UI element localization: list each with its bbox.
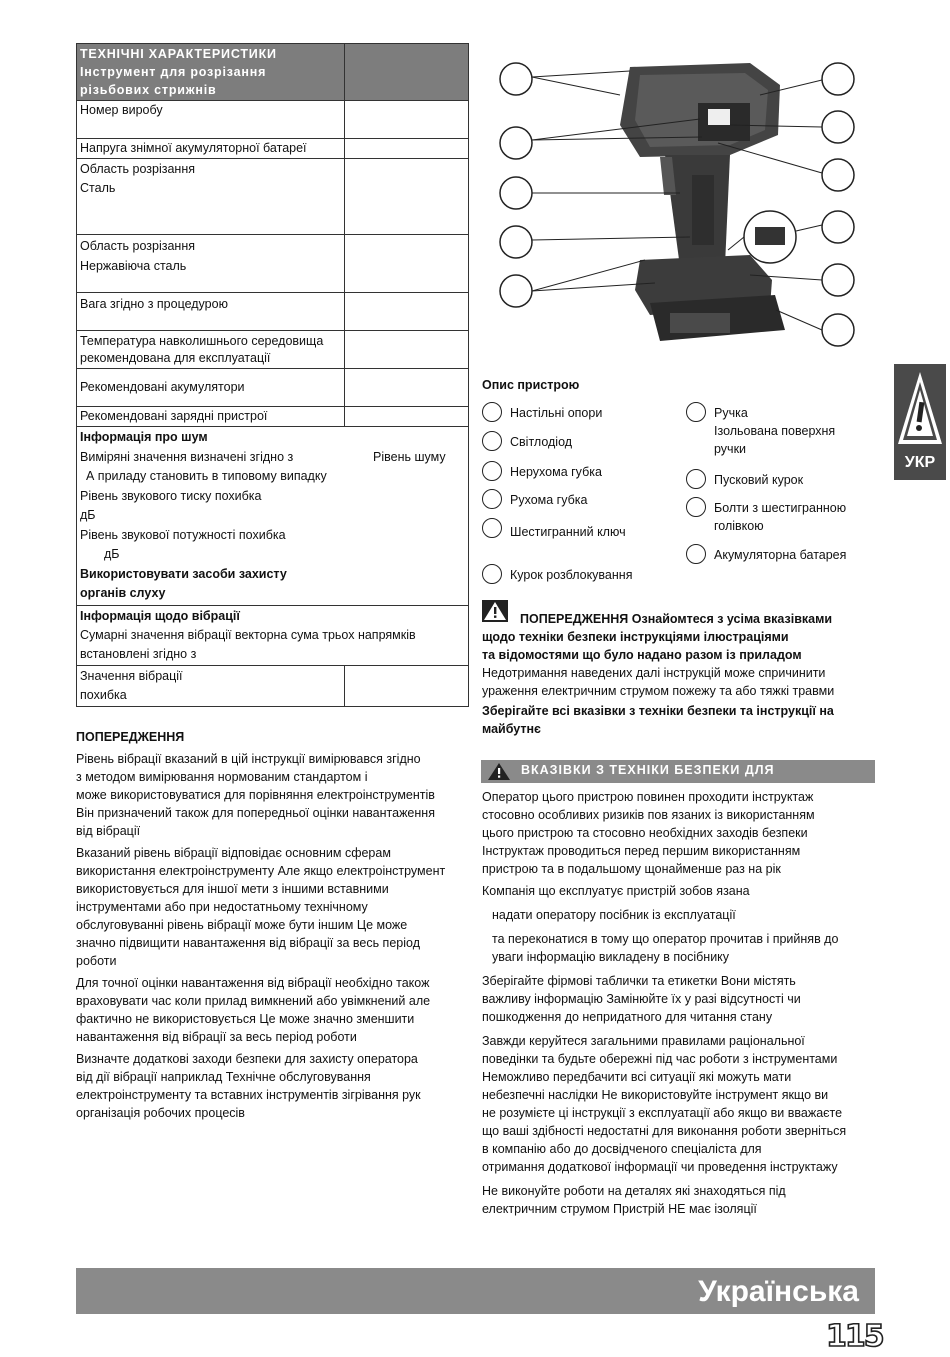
callout-marker	[822, 63, 854, 95]
callout-marker	[822, 314, 854, 346]
spec-label: Вага згідно з процедурою	[80, 297, 228, 311]
legend-label	[714, 402, 835, 458]
text-line: уваги інформацію викладену в посібнику	[492, 950, 730, 964]
callout-marker	[822, 264, 854, 296]
text-line: та відомостями що було надано разом із приладом	[482, 648, 802, 662]
left-warning-title: ПОПЕРЕДЖЕННЯ	[76, 730, 185, 744]
text-line: не розумієте ці інструкції з експлуатації або якщо ви вважаєте	[482, 1106, 843, 1120]
legend-item	[686, 469, 803, 489]
paragraph	[76, 844, 469, 970]
number-circle	[482, 461, 502, 481]
noise-text: органів слуху	[80, 586, 166, 600]
text-line: щодо техніки безпеки інструкціями ілюстраціями	[482, 630, 789, 644]
number-circle	[482, 431, 502, 451]
paragraph	[482, 788, 882, 878]
legend-line: голівкою	[714, 519, 764, 533]
legend-item	[482, 461, 602, 481]
callout-marker	[500, 127, 532, 159]
text-line: Завжди керуйтеся загальними правилами раціональної	[482, 1034, 805, 1048]
page-number: 115	[826, 1319, 883, 1354]
text-line: ураження електричним струмом пожежу та або тяжкі травми	[482, 684, 835, 698]
paragraph	[482, 972, 882, 1026]
vibration-title: Інформація щодо вібрації	[80, 608, 240, 623]
paragraph	[482, 1182, 882, 1218]
text-line: в компанію або до досвідченого спеціаліста для	[482, 1142, 762, 1156]
text-line: інструментами або при недостатньому технічному	[76, 900, 368, 914]
text-line: пристрою та в подальшому щонайменше раз на рік	[482, 862, 781, 876]
text-line: роботи	[76, 954, 117, 968]
noise-text: дБ	[104, 547, 120, 561]
text-line: Зберігайте всі вказівки з техніки безпеки та інструкції на	[482, 704, 834, 718]
legend-item	[482, 518, 626, 541]
paragraph	[76, 1050, 469, 1122]
text-line: Інструктаж проводиться перед першим використанням	[482, 844, 801, 858]
footer-language: Українська	[698, 1275, 859, 1308]
text-line: Рівень вібрації вказаний в цій інструкції вимірювався згідно	[76, 752, 421, 766]
text-line: навантаження від вібрації за весь період роботи	[76, 1030, 357, 1044]
spec-label: Рекомендовані зарядні пристрої	[80, 409, 268, 423]
warning-triangle-icon	[896, 368, 944, 448]
spec-header-value	[345, 44, 469, 101]
paragraph	[482, 906, 882, 924]
warning-triangle-icon	[487, 762, 511, 781]
safety-heading-bar	[481, 760, 875, 783]
noise-text: Рівень звукового тиску похибка	[80, 488, 262, 503]
footer-bar	[76, 1268, 875, 1314]
text-line: надати оператору посібник із експлуатації	[492, 908, 736, 922]
spec-label: Температура навколишнього середовища	[80, 334, 324, 348]
text-line: враховувати час коли прилад вимкнений або увімкнений але	[76, 994, 431, 1008]
text-line: важливу інформацію Замінюйте їх у разі відсутності чи	[482, 992, 801, 1006]
callout-marker	[500, 177, 532, 209]
text-line: стосовно особливих ризиків пов язаних із використанням	[482, 808, 815, 822]
device-illustration	[480, 45, 880, 375]
number-circle	[686, 402, 706, 422]
callout-marker	[822, 159, 854, 191]
text-line: Для точної оцінки навантаження від вібрації необхідно також	[76, 976, 430, 990]
legend-label: Світлодіод	[510, 435, 573, 449]
callout-marker	[500, 275, 532, 307]
noise-line	[80, 448, 465, 468]
callout-marker	[822, 111, 854, 143]
legend-label: Курок розблокування	[510, 568, 633, 582]
spec-label: рекомендована для експлуатації	[80, 351, 271, 365]
vibration-text: Значення вібрації	[80, 668, 183, 683]
paragraph	[76, 750, 469, 840]
spec-label: Область розрізання	[80, 239, 196, 253]
text-line: від дії вібрації наприклад Технічне обслуговування	[76, 1070, 371, 1084]
legend-item	[482, 564, 632, 584]
text-line: електричним струмом Пристрій НЕ має ізоляції	[482, 1202, 757, 1216]
language-code: УКР	[904, 454, 936, 471]
text-line: значно підвищити навантаження від вібрації за весь період	[76, 936, 420, 950]
text-line: Вказаний рівень вібрації відповідає основним сферам	[76, 846, 391, 860]
spec-row	[77, 331, 345, 369]
text-line: поведінки та будьте обережні під час роботи з інструментами	[482, 1052, 838, 1066]
spec-row	[77, 101, 345, 139]
text-line: від вібрації	[76, 824, 141, 838]
paragraph	[76, 974, 469, 1046]
safety-text	[482, 788, 882, 1222]
text-line: використання електроінструменту Але якщо електроінструмент	[76, 864, 446, 878]
spec-row	[77, 159, 345, 235]
callout-marker	[822, 211, 854, 243]
spec-header-line: ТЕХНІЧНІ ХАРАКТЕРИСТИКИ	[80, 47, 277, 61]
text-line: з методом вимірювання нормованим стандартом і	[76, 770, 368, 784]
vibration-cell	[77, 605, 469, 706]
legend-item	[482, 402, 602, 422]
number-circle	[482, 489, 502, 509]
spec-header-line: різьбових стрижнів	[80, 83, 217, 97]
noise-text: Рівень звукової потужності похибка	[80, 527, 286, 542]
text-line: майбутнє	[482, 722, 541, 736]
device-title: Опис пристрою	[482, 378, 580, 392]
device-legend	[482, 402, 882, 592]
legend-label: Рухома губка	[510, 493, 588, 507]
callout-marker	[500, 226, 532, 258]
paragraph	[482, 930, 882, 966]
spec-row	[77, 407, 345, 427]
spec-row	[77, 369, 345, 407]
legend-item	[686, 497, 846, 535]
spec-row	[77, 293, 345, 331]
paragraph	[482, 882, 882, 900]
noise-text: Використовувати засоби захисту	[80, 566, 287, 581]
spec-label: Нержавіюча сталь	[80, 259, 187, 273]
paragraph	[482, 1032, 882, 1176]
spec-header-line: Інструмент для розрізання	[80, 65, 267, 79]
text-line: ПОПЕРЕДЖЕННЯ Ознайомтеся з усіма вказівками	[520, 612, 833, 626]
spec-table	[76, 43, 469, 707]
text-line: обслуговуванні рівень вібрації може бути іншим Це може	[76, 918, 408, 932]
number-circle	[686, 469, 706, 489]
noise-title: Інформація про шум	[80, 430, 208, 444]
spec-label: Рекомендовані акумулятори	[80, 380, 245, 394]
spec-row	[77, 139, 345, 159]
noise-text: Виміряні значення визначені згідно з	[80, 449, 294, 464]
noise-level-label: Рівень шуму	[373, 449, 446, 464]
text-line: небезпечні наслідки Не використовуйте інструмент якщо ви	[482, 1088, 829, 1102]
callout-marker	[500, 63, 532, 95]
vibration-text: встановлені згідно з	[80, 646, 197, 661]
text-line: фактично не використовується Це може значно зменшити	[76, 1012, 415, 1026]
text-line: Недотримання наведених далі інструкцій може спричинити	[482, 666, 826, 680]
legend-label: Акумуляторна батарея	[714, 548, 847, 562]
spec-label: Область розрізання	[80, 162, 196, 176]
legend-label: Настільні опори	[510, 406, 603, 420]
text-line: використовується для іншої мети з іншими вставними	[76, 882, 389, 896]
number-circle	[482, 518, 502, 538]
text-line: Зберігайте фірмові таблички та етикетки Вони містять	[482, 974, 796, 988]
number-circle	[686, 497, 706, 517]
safety-heading: ВКАЗІВКИ З ТЕХНІКИ БЕЗПЕКИ ДЛЯ	[521, 763, 775, 777]
spec-label: Сталь	[80, 181, 116, 195]
text-line: та переконатися в тому що оператор прочитав і прийняв до	[492, 932, 839, 946]
legend-item	[482, 431, 572, 451]
legend-line: ручки	[714, 442, 747, 456]
text-line: отримання додаткової інформації чи проведення інструктажу	[482, 1160, 838, 1174]
legend-label: Нерухома губка	[510, 465, 602, 479]
spec-label: Номер виробу	[80, 103, 163, 117]
legend-label	[714, 497, 846, 535]
text-line: що ваші здібності недостатні для виконання роботи зверніться	[482, 1124, 847, 1138]
noise-text: А приладу становить в типовому випадку	[86, 469, 327, 483]
text-line: Він призначений також для попередньої оцінки навантаження	[76, 806, 435, 820]
text-line: Неможливо передбачити всі ситуації які можуть мати	[482, 1070, 792, 1084]
noise-text: дБ	[80, 508, 96, 522]
text-line: Оператор цього пристрою повинен проходити інструктаж	[482, 790, 814, 804]
text-line: електроінструменту та вставних інструментів зігрівання рук	[76, 1088, 421, 1102]
legend-item	[686, 402, 835, 458]
legend-item	[686, 544, 846, 564]
text-line: цього пристрою та стосовно необхідних заходів безпеки	[482, 826, 808, 840]
left-warning	[76, 728, 469, 1126]
text-line: пошкодження до непридатного для читання стану	[482, 1010, 773, 1024]
text-line: Компанія що експлуатує пристрій зобов язана	[482, 884, 750, 898]
text-line: організація робочих процесів	[76, 1106, 245, 1120]
legend-label: Шестигранний ключ	[510, 525, 626, 539]
legend-label: Пусковий курок	[714, 473, 804, 487]
legend-line: Болти з шестигранною	[714, 501, 847, 515]
text-line: може використовуватися для порівняння електроінструментів	[76, 788, 435, 802]
legend-line: Ізольована поверхня	[714, 424, 836, 438]
noise-cell	[77, 427, 469, 606]
number-circle	[482, 402, 502, 422]
vibration-text: похибка	[80, 687, 127, 702]
spec-label: Напруга знімної акумуляторної батареї	[80, 141, 307, 155]
text-line: Визначте додаткові заходи безпеки для захисту оператора	[76, 1052, 418, 1066]
legend-item	[482, 489, 587, 509]
vibration-text: Сумарні значення вібрації векторна сума трьох напрямків	[80, 627, 416, 642]
language-side-tab	[894, 364, 946, 480]
legend-line: Ручка	[714, 406, 748, 420]
spec-row	[77, 235, 345, 293]
number-circle	[686, 544, 706, 564]
text-line: Не виконуйте роботи на деталях які знаходяться під	[482, 1184, 786, 1198]
right-warning	[482, 610, 882, 738]
spec-header	[77, 44, 345, 101]
number-circle	[482, 564, 502, 584]
